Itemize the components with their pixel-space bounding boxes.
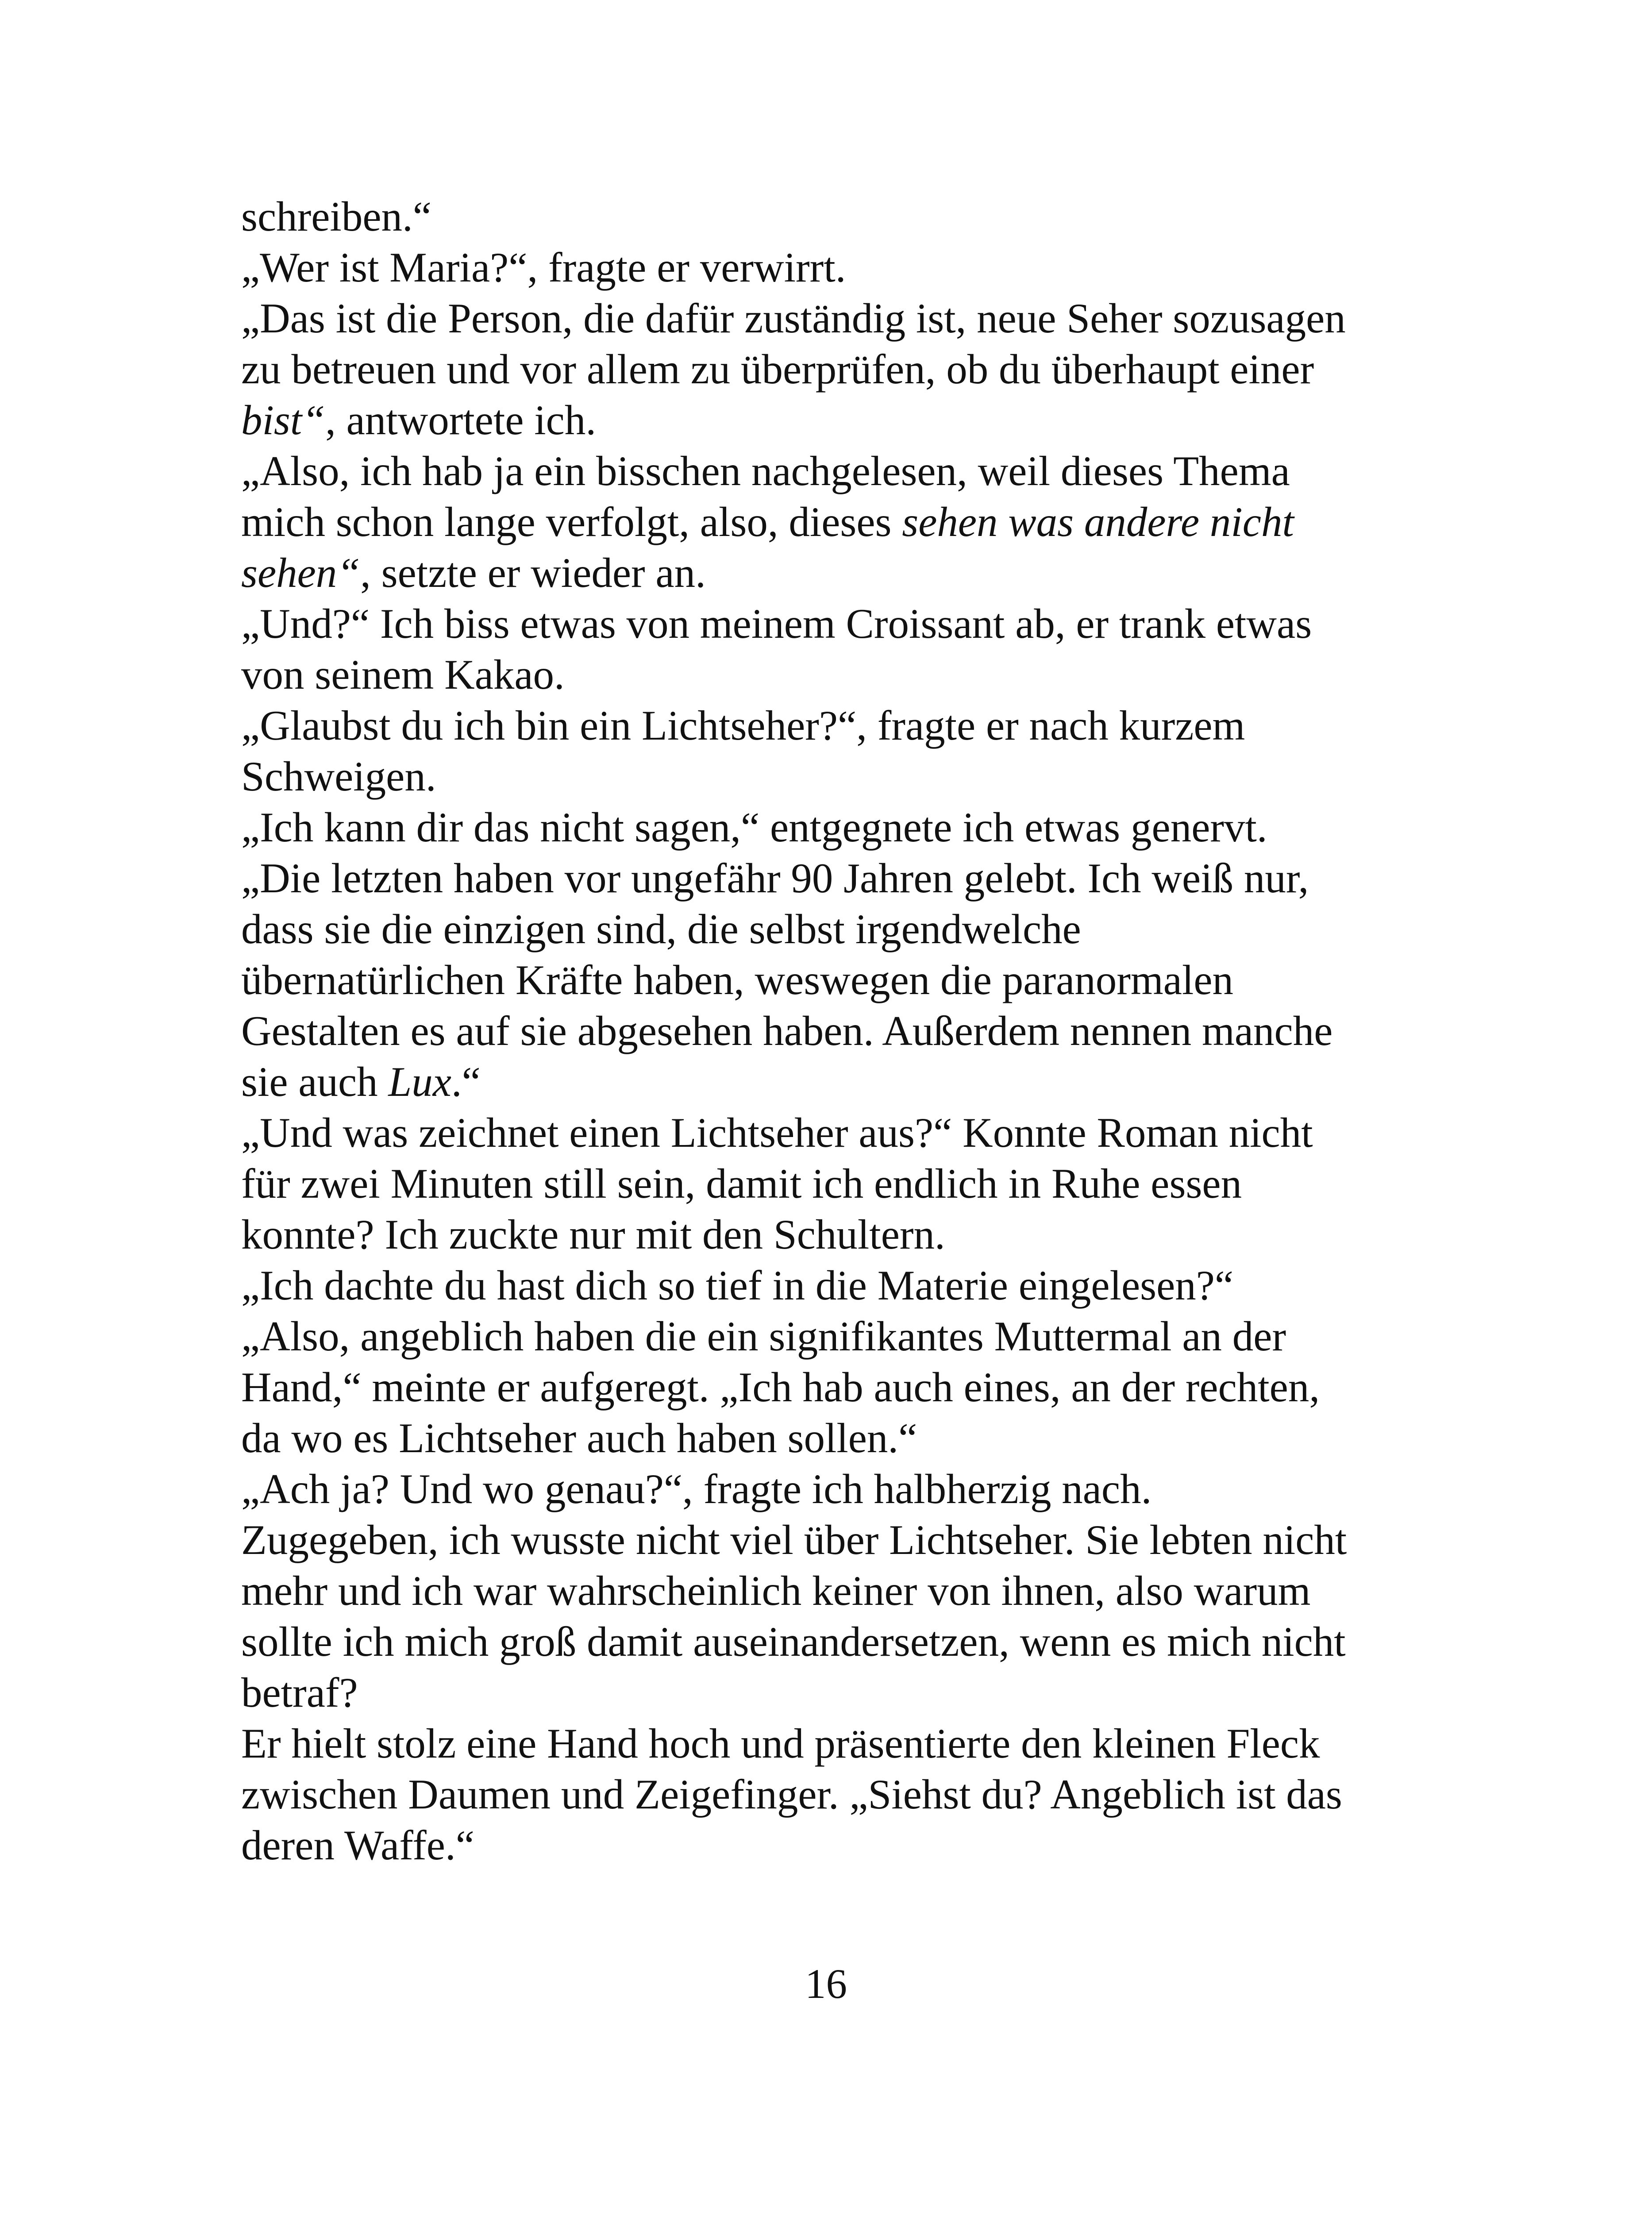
italic-text-run: sehen“: [241, 549, 361, 596]
text-run: Zugegeben, ich wusste nicht viel über Lichtseher. Sie lebten nicht: [241, 1516, 1347, 1563]
text-run: „Glaubst du ich bin ein Lichtseher?“, fragte er nach kurzem: [241, 702, 1245, 749]
italic-text-run: Lux: [388, 1058, 451, 1105]
text-run: , antwortete ich.: [325, 397, 597, 443]
text-line: [241, 1209, 1502, 1260]
text-run: da wo es Lichtseher auch haben sollen.“: [241, 1415, 917, 1461]
text-run: .“: [451, 1058, 481, 1105]
text-line: [241, 1056, 1502, 1107]
text-line: [241, 1769, 1502, 1820]
text-line: [241, 1616, 1502, 1667]
text-run: „Ach ja? Und wo genau?“, fragte ich halbherzig nach.: [241, 1465, 1152, 1512]
text-line: [241, 1515, 1502, 1565]
italic-text-run: sehen was andere nicht: [902, 498, 1294, 545]
text-run: „Ich dachte du hast dich so tief in die Materie eingelesen?“: [241, 1262, 1234, 1309]
text-line: [241, 1413, 1502, 1464]
text-line: [241, 1311, 1502, 1362]
text-line: [241, 395, 1502, 446]
text-line: [241, 344, 1502, 395]
text-run: mich schon lange verfolgt, also, dieses: [241, 498, 902, 545]
text-run: von seinem Kakao.: [241, 651, 565, 698]
text-run: schreiben.“: [241, 193, 431, 240]
text-run: „Ich kann dir das nicht sagen,“ entgegnete ich etwas genervt.: [241, 804, 1267, 851]
text-line: [241, 649, 1502, 700]
text-line: [241, 1107, 1502, 1158]
text-line: [241, 446, 1502, 497]
text-run: Gestalten es auf sie abgesehen haben. Außerdem nennen manche: [241, 1007, 1333, 1054]
text-line: [241, 191, 1502, 242]
text-line: [241, 293, 1502, 344]
text-run: deren Waffe.“: [241, 1822, 474, 1869]
text-run: „Also, angeblich haben die ein signifikantes Muttermal an der: [241, 1313, 1286, 1360]
text-run: zwischen Daumen und Zeigefinger. „Siehst du? Angeblich ist das: [241, 1771, 1342, 1818]
text-line: [241, 242, 1502, 293]
text-run: konnte? Ich zuckte nur mit den Schultern.: [241, 1211, 945, 1258]
text-run: betraf?: [241, 1669, 358, 1716]
text-run: zu betreuen und vor allem zu überprüfen, ob du überhaupt einer: [241, 346, 1314, 393]
text-run: „Die letzten haben vor ungefähr 90 Jahren gelebt. Ich weiß nur,: [241, 855, 1309, 902]
text-run: „Also, ich hab ja ein bisschen nachgelesen, weil dieses Thema: [241, 447, 1290, 494]
text-run: Schweigen.: [241, 753, 436, 800]
text-run: „Wer ist Maria?“, fragte er verwirrt.: [241, 244, 846, 291]
text-line: [241, 955, 1502, 1006]
text-run: Er hielt stolz eine Hand hoch und präsentierte den kleinen Fleck: [241, 1720, 1320, 1767]
text-run: mehr und ich war wahrscheinlich keiner von ihnen, also warum: [241, 1567, 1311, 1614]
text-line: [241, 1718, 1502, 1769]
text-run: sollte ich mich groß damit auseinandersetzen, wenn es mich nicht: [241, 1618, 1346, 1665]
text-run: sie auch: [241, 1058, 389, 1105]
text-line: [241, 1820, 1502, 1871]
text-line: [241, 1667, 1502, 1718]
text-run: , setzte er wieder an.: [360, 549, 706, 596]
text-line: [241, 598, 1502, 649]
text-run: „Und was zeichnet einen Lichtseher aus?“ Konnte Roman nicht: [241, 1109, 1313, 1156]
text-run: übernatürlichen Kräfte haben, weswegen die paranormalen: [241, 956, 1234, 1003]
text-line: [241, 1260, 1502, 1311]
italic-text-run: bist“: [241, 397, 326, 443]
page-number: 16: [805, 1960, 847, 2007]
text-run: „Und?“ Ich biss etwas von meinem Croissant ab, er trank etwas: [241, 600, 1312, 647]
text-line: [241, 1158, 1502, 1209]
text-run: „Das ist die Person, die dafür zuständig ist, neue Seher sozusagen: [241, 295, 1346, 342]
text-run: Hand,“ meinte er aufgeregt. „Ich hab auch eines, an der rechten,: [241, 1364, 1320, 1411]
text-run: für zwei Minuten still sein, damit ich endlich in Ruhe essen: [241, 1160, 1242, 1207]
text-line: [241, 904, 1502, 955]
text-line: [241, 1565, 1502, 1616]
text-line: [241, 1006, 1502, 1056]
page-text-body: [241, 191, 1502, 1871]
text-line: [241, 497, 1502, 547]
text-line: [241, 1464, 1502, 1515]
text-line: [241, 853, 1502, 904]
text-line: [241, 802, 1502, 853]
text-run: dass sie die einzigen sind, die selbst irgendwelche: [241, 906, 1081, 952]
text-line: [241, 1362, 1502, 1413]
text-line: [241, 751, 1502, 802]
text-line: [241, 547, 1502, 598]
text-line: [241, 700, 1502, 751]
